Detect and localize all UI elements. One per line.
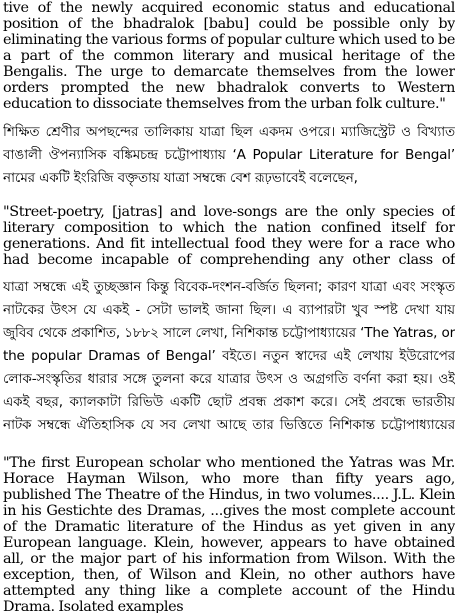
quote-paragraph-bhadralok: tive of the newly acquired economic status and educational position of the bhadralok [babu] could be possible only by eliminating the various forms of popular culture which used to be a part of the common literary and musical heritage of the Bengalis. The urge to demarcate themselves from the lower orders prompted the new bhadralok converts to Western education to dissociate themselves from the urban folk culture.": [3, 0, 455, 112]
quote-paragraph-street-poetry: "Street-poetry, [jatras] and love-songs are the only species of literary composition to which the nation confined itself for generations. And fit intellectual food they were for a race who had become incapable of comprehending any other class of: [3, 204, 455, 268]
quote-paragraph-european-scholar: "The first European scholar who mentioned the Yatras was Mr. Horace Hayman Wilson, who more than fifty years ago, published The Theatre of the Hindus, in two volumes.... J.L. Klein in his Gestichte des Dramas, ...gives the most complete account of the Dramatic literature of the Hindus as yet given in any European language. Klein, however, appears to have obtained all, or the major part of his information from Wilson. With the exception, then, of Wilson and Klein, no other authors have attempted any thing like a complete account of the Hindu Drama. Isolated examples: [3, 455, 455, 613]
document-page: [3, 0, 455, 613]
bengali-paragraph-yatras-book: যাত্রা সম্বন্ধে এই তুচ্ছজ্ঞান কিন্তু বিবেক-দংশন-বর্জিত ছিলনা; কারণ যাত্রা এবং সংস্কৃত নাটকের উৎস যে একই - সেটা ভালই জানা ছিল। এ ব্যাপারটা খুব স্পষ্ট দেখা যায় জুবিব থেকে প্রকাশিত, ১৮৮২ সালে লেখা, নিশিকান্ত চট্টোপাধ্যায়ের ‘The Yatras, or the popular Dramas of Bengal’ বইতে। নতুন স্বাদের এই লেখায় ইউরোপের লোক-সংস্কৃতির ধারার সঙ্গে তুলনা করে যাত্রার উৎস ও অগ্রগতি বর্ণনা করা হয়। ওই একই বছর, ক্যালকাটা রিভিউ একটি ছোট প্রবন্ধ প্রকাশ করে। সেই প্রবন্ধে ভারতীয় নাটক সম্বন্ধে ঐতিহাসিক যে সব লেখা আছে তার ভিত্তিতে নিশিকান্ত চট্টোপাধ্যায়ের: [3, 279, 455, 433]
bengali-paragraph-jatra-dislike: শিক্ষিত শ্রেণীর অপছন্দের তালিকায় যাত্রা ছিল একদম ওপরে। ম্যাজিস্ট্রেট ও বিখ্যাত বাঙালী ঔপন্যাসিক বঙ্কিমচন্দ্র চট্টোপাধ্যায় ‘A Popular Literature for Bengal’ নামের একটি ইংরিজি বক্তৃতায় যাত্রা সম্বন্ধে বেশ রূঢ়ভাবেই বলেছেন,: [3, 124, 455, 186]
